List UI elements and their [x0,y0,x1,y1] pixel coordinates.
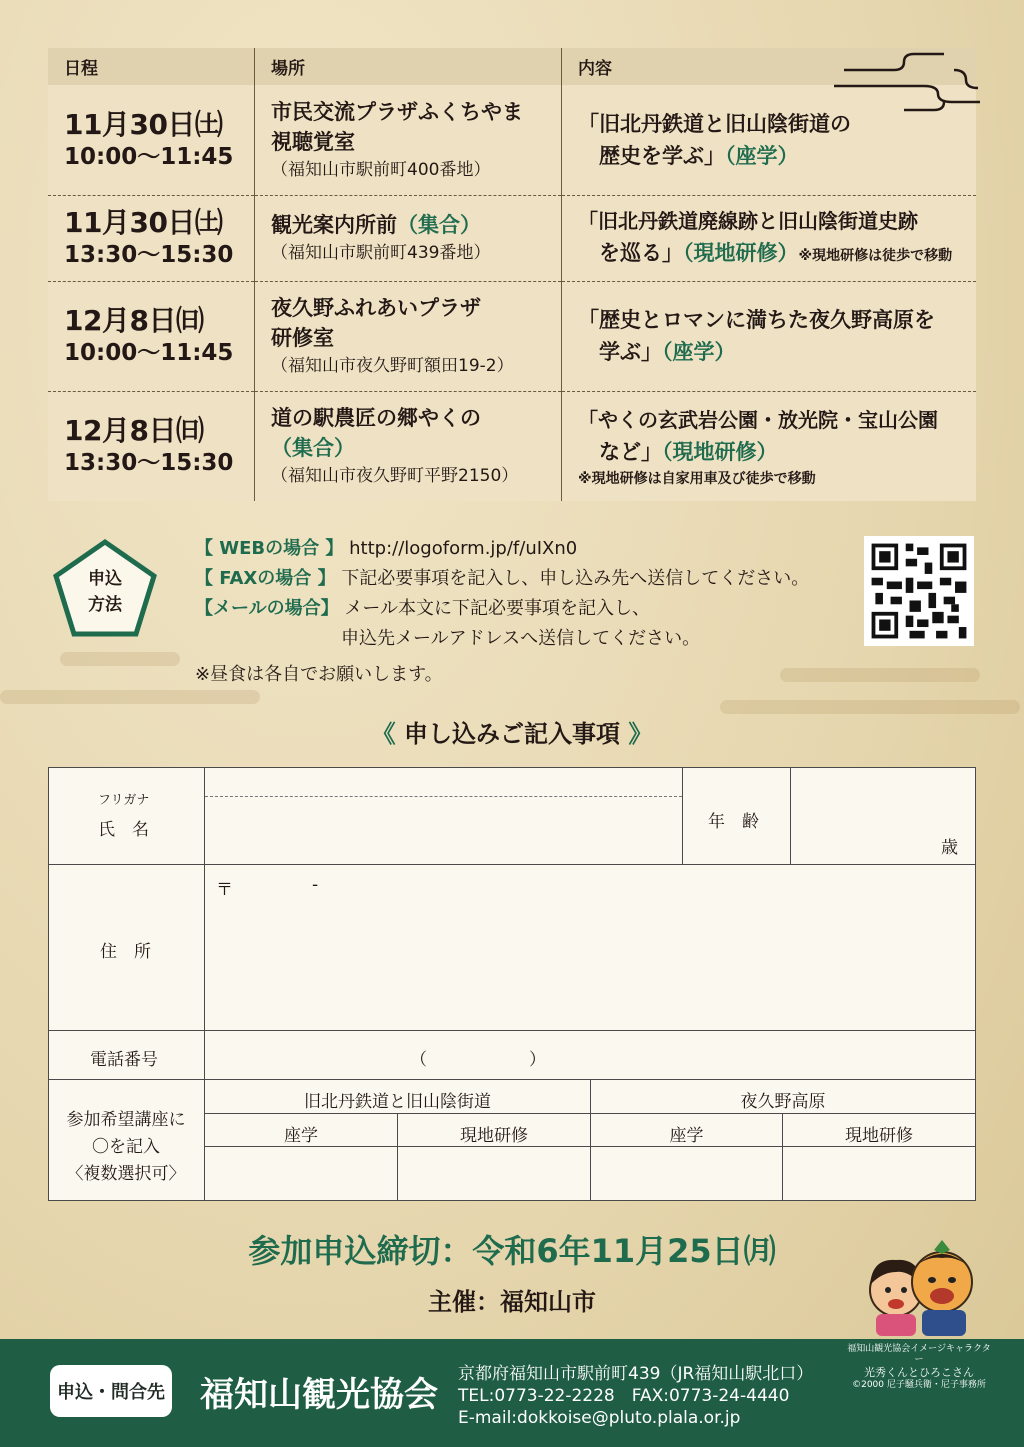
row-place-2: 視聴覚室 [271,129,355,154]
furigana-label: フリガナ [98,793,150,808]
row-content-tag: （現地研修） [683,240,799,265]
header-date: 日程 [48,48,255,85]
course-label [48,1107,204,1188]
name-label: 氏 名 [98,820,149,840]
contact-email[interactable]: E-mail:dokkoise@pluto.plala.or.jp [458,1408,741,1428]
age-label: 年 齢 [708,812,759,832]
course-label-line3: 〈複数選択可〉 [66,1164,186,1184]
zip-mark: 〒 [216,880,233,900]
application-form [48,767,976,1201]
row-content-2: など」 [599,440,662,465]
form-heading-text: 申し込みご記入事項 [404,720,620,748]
name-field[interactable] [206,798,680,862]
host: 主催：福知山市 [428,1288,596,1316]
course-a-zagaku-field[interactable] [206,1148,396,1199]
row-time: 10:00〜11:45 [64,143,234,170]
row-note: ※現地研修は徒歩で移動 [798,247,953,264]
row-note: ※現地研修は自家用車及び徒歩で移動 [578,471,816,488]
course-a-zagaku: 座学 [284,1126,318,1146]
zip-dash: - [312,875,319,895]
course-a-genchi-field[interactable] [399,1148,589,1199]
contact-badge: 申込・問合先 [50,1365,172,1417]
row-content-2: を巡る」 [599,240,683,265]
course-b-genchi: 現地研修 [845,1126,913,1146]
phone-parens: （ ） [410,1050,546,1070]
row-place-tag: （集合） [271,436,355,461]
deadline: 参加申込締切：令和6年11月25日㈪ [248,1232,776,1270]
phone-field[interactable] [206,1031,974,1078]
chevron-right-icon: 》 [628,720,653,748]
chevron-left-icon: 《 [371,720,396,748]
schedule-row [48,195,976,281]
row-content-tag: （現地研修） [662,440,778,465]
schedule-row [48,281,976,391]
row-address: （福知山市駅前町439番地） [271,243,491,263]
row-address: （福知山市駅前町400番地） [271,159,491,180]
mascot-caption [846,1344,992,1391]
apply-methods [195,534,809,690]
course-b-genchi-field[interactable] [784,1148,974,1199]
row-address: （福知山市夜久野町平野2150） [271,466,519,487]
lunch-note: ※昼食は各自でお願いします。 [195,664,443,685]
mascot-illustration [858,1230,978,1340]
wave-decoration [0,690,260,704]
course-b-zagaku: 座学 [669,1126,704,1146]
row-date: 12月8日㈰ [64,304,204,337]
course-b-zagaku-field[interactable] [592,1148,781,1199]
row-content-tag: （座学） [725,143,799,168]
organization-name: 福知山観光協会 [200,1375,438,1415]
header-content: 内容 [562,48,977,85]
contact-address: 京都府福知山市駅前町439（JR福知山駅北口） [458,1364,814,1384]
row-time: 13:30〜15:30 [64,450,234,477]
header-place: 場所 [255,48,562,85]
web-label: 【 WEBの場合 】 [195,538,344,559]
web-url[interactable]: http://logoform.jp/f/uIXn0 [349,538,578,559]
mascot-caption-1: 福知山観光協会イメージキャラクター [847,1344,991,1365]
fax-text: 下記必要事項を記入し、申し込み先へ送信してください。 [341,568,810,589]
course-label-line1: 参加希望講座に [66,1110,186,1130]
wave-decoration [780,668,980,682]
row-time: 13:30〜15:30 [64,242,234,268]
mail-label: 【メールの場合】 [195,598,339,619]
row-date: 11月30日㈯ [64,107,223,141]
schedule-row [48,391,976,501]
row-content-2: 学ぶ」 [599,340,662,364]
row-date: 11月30日㈯ [64,206,223,239]
qr-code-icon[interactable] [864,536,974,646]
row-time: 10:00〜11:45 [64,340,234,366]
address-field[interactable] [206,866,974,1029]
fax-label: 【 FAXの場合 】 [195,568,336,589]
row-content: 「旧北丹鉄道廃線跡と旧山陰街道史跡 [578,208,918,233]
contact-tel-fax: TEL:0773-22-2228 FAX:0773-24-4440 [458,1386,790,1406]
apply-badge-line1: 申込 [88,569,122,589]
row-content: 「旧北丹鉄道と旧山陰街道の [578,111,851,136]
row-content-tag: （座学） [662,340,736,364]
row-date: 12月8日㈰ [64,414,204,448]
row-content: 「やくの玄武岩公園・放光院・宝山公園 [578,408,938,433]
apply-badge-text [52,566,158,618]
row-content-2: 歴史を学ぶ」 [599,143,725,168]
row-place-tag: （集合） [397,213,481,237]
course-a-header: 旧北丹鉄道と旧山陰街道 [304,1092,491,1112]
apply-badge-line2: 方法 [88,595,122,615]
age-unit: 歳 [941,838,958,858]
row-place: 観光案内所前 [271,213,397,237]
row-address: （福知山市夜久野町額田19-2） [271,356,514,376]
row-content: 「歴史とロマンに満ちた夜久野高原を [578,308,935,332]
mascot-caption-2: 光秀くんとひろこさん [864,1366,974,1379]
cloud-decoration [834,48,984,118]
form-heading [0,714,1024,749]
mascot-caption-3: ©2000 尼子騒兵衛・尼子事務所 [852,1380,986,1390]
wave-decoration [60,652,180,666]
mail-text-2: 申込先メールアドレスへ送信してください。 [341,628,701,649]
wave-decoration [720,700,1020,714]
course-a-genchi: 現地研修 [460,1126,528,1146]
row-place: 夜久野ふれあいプラザ [271,296,481,320]
course-b-header: 夜久野高原 [740,1092,826,1112]
course-label-line2: 〇を記入 [92,1137,160,1157]
mail-text-1: メール本文に下記必要事項を記入し、 [344,598,651,619]
address-label: 住 所 [100,942,151,962]
row-place: 市民交流プラザふくちやま [271,99,523,124]
row-place: 道の駅農匠の郷やくの [271,406,481,431]
contact-info [458,1363,813,1429]
row-place-2: 研修室 [271,326,334,350]
phone-label: 電話番号 [90,1050,158,1070]
